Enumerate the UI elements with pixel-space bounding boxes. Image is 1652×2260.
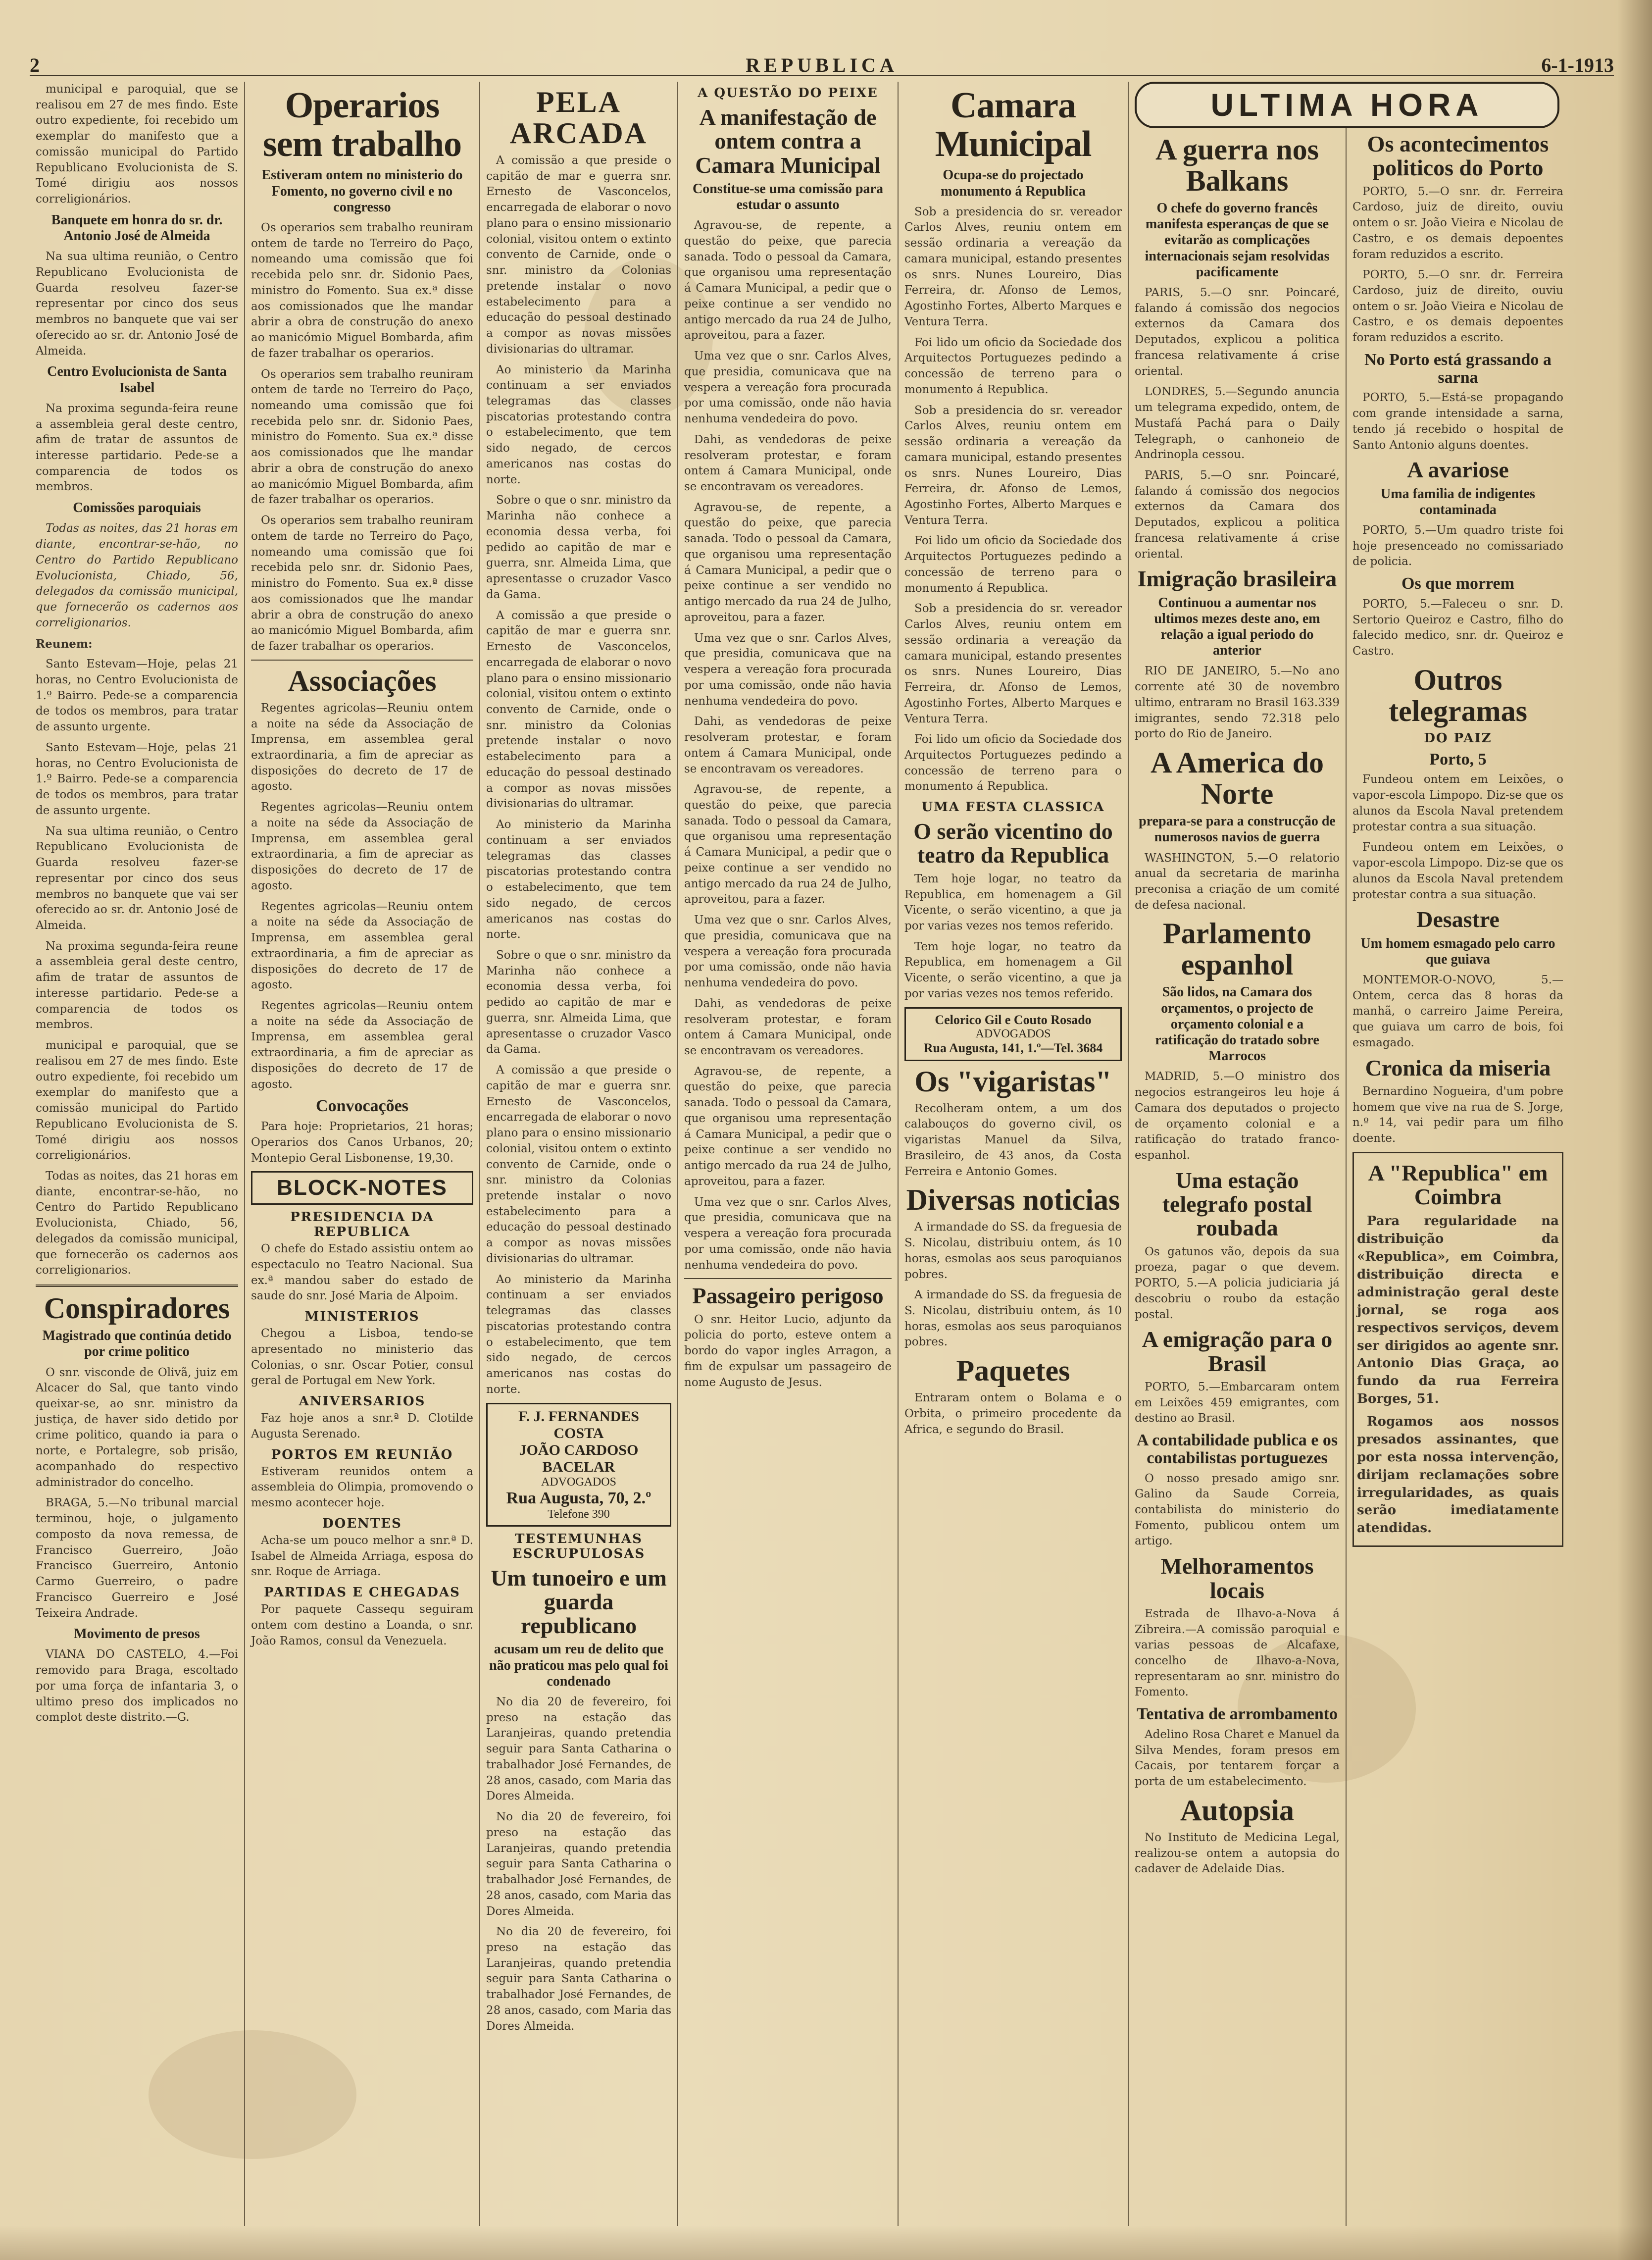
ad-role: ADVOGADOS bbox=[541, 1475, 616, 1489]
article-text: No dia 20 de fevereiro, foi preso na estação das Laranjeiras, quando pretendia seguir para Santa Catharina o trabalhador José Fernandes, de 28 anos, casado, com Maria das Dores Almeida. bbox=[486, 1695, 671, 1803]
column-1 bbox=[30, 82, 245, 2226]
ad-phone: Telefone 390 bbox=[548, 1507, 610, 1521]
article-text: Tem hoje logar, no teatro da Republica, em homenagem a Gil Vicente, o serão vicentino, a que ja por varias vezes nos temos referido. bbox=[904, 940, 1122, 1000]
article-title-estacao: Uma estação telegrafo postal roubada bbox=[1162, 1167, 1312, 1241]
article-text: No dia 20 de fevereiro, foi preso na estação das Laranjeiras, quando pretendia seguir para Santa Catharina o trabalhador José Fernandes, de 28 anos, casado, com Maria das Dores Almeida. bbox=[486, 1810, 671, 1918]
article-text: No Instituto de Medicina Legal, realizou-se ontem a autopsia do cadaver de Adelaide Dias. bbox=[1135, 1831, 1340, 1876]
article-text: Foi lido um oficio da Sociedade dos Arquitectos Portuguezes pedindo a concessão de terreno para o monumento á Republica. bbox=[904, 336, 1122, 396]
article-text: Dahi, as vendedoras de peixe resolveram protestar, e foram ontem á Camara Municipal, onde se encontravam os vereadores. bbox=[684, 997, 892, 1057]
article-title-america: A America do Norte bbox=[1151, 746, 1324, 811]
article-text: Dahi, as vendedoras de peixe resolveram protestar, e foram ontem á Camara Municipal, onde se encontravam os vereadores. bbox=[684, 715, 892, 775]
article-text: Os gatunos vão, depois da sua proeza, pagar o que devem. PORTO, 5.—A policia judiciaria já descobriu o roubo da estação postal. bbox=[1135, 1245, 1340, 1321]
ultima-hora-banner: ULTIMA HORA bbox=[1135, 82, 1559, 128]
article-text: PORTO, 5.—Está-se propagando com grande intensidade a sarna, tendo já recebido o hospital de Santo Antonio alguns doentes. bbox=[1352, 391, 1563, 452]
advertisement-lawyers bbox=[486, 1403, 671, 1527]
article-subtitle: Um homem esmagado pelo carro que guiava bbox=[1360, 935, 1555, 967]
section-kicker: A QUESTÃO DO PEIXE bbox=[698, 86, 878, 101]
ad-name: F. J. FERNANDES COSTA bbox=[518, 1408, 639, 1441]
article-title-tunoeiro: Um tunoeiro e um guarda republicano bbox=[491, 1565, 667, 1639]
article-title-melhoramentos: Melhoramentos locais bbox=[1160, 1553, 1314, 1603]
newspaper-name: REPUBLICA bbox=[746, 54, 898, 76]
article-text: Ao ministerio da Marinha continuam a ser enviados telegramas das classes piscatorias protestando contra o estabelecimento, que tem sido negado, de cercos americanos nas costas do norte. bbox=[486, 363, 671, 486]
article-text: Santo Estevam—Hoje, pelas 21 horas, no Centro Evolucionista de 1.º Bairro. Pede-se a comparencia de todos os membros, para tratar de assunto urgente. bbox=[36, 658, 238, 734]
article-text: Fundeou ontem em Leixões, o vapor-escola Limpopo. Diz-se que os alunos da Escola Naval pretendem protestar contra a sua situação. bbox=[1352, 773, 1563, 833]
article-text: Na proxima segunda-feira reune a assembleia geral deste centro, afim de tratar de assuntos de interesse partidario. Pede-se a comparencia de todos os membros. bbox=[36, 402, 238, 494]
article-title-diversas: Diversas noticias bbox=[906, 1183, 1120, 1217]
article-text: No dia 20 de fevereiro, foi preso na estação das Laranjeiras, quando pretendia seguir para Santa Catharina o trabalhador José Fernandes, de 28 anos, casado, com Maria das Dores Almeida. bbox=[486, 1925, 671, 2033]
article-text: Faz hoje anos a snr.ª D. Clotilde Augusta Serenado. bbox=[251, 1412, 473, 1440]
article-text: Bernardino Nogueira, d'um pobre homem que vive na rua de S. Jorge, n.º 14, vai pedir para um filho doente. bbox=[1352, 1084, 1563, 1145]
article-subtitle: São lidos, na Camara dos orçamentos, o projecto de orçamento colonial e a ratificação do tratado sobre Marrocos bbox=[1155, 984, 1319, 1064]
advertisement-lawyers bbox=[904, 1007, 1122, 1061]
article-text: Fundeou ontem em Leixões, o vapor-escola Limpopo. Diz-se que os alunos da Escola Naval pretendem protestar contra a sua situação. bbox=[1352, 841, 1563, 901]
article-text: Regentes agricolas—Reuniu ontem a noite na séde da Associação de Imprensa, em assemblea geral extraordinaria, a fim de apreciar as disposições do decreto de 17 de agosto. bbox=[251, 701, 473, 793]
article-title-autopsia: Autopsia bbox=[1180, 1794, 1295, 1827]
article-title-sarna: No Porto está grassando a sarna bbox=[1364, 350, 1552, 387]
article-text: PORTO, 5.—Embarcaram ontem em Leixões 459 emigrantes, com destino ao Brasil. bbox=[1135, 1380, 1340, 1425]
article-text: Os operarios sem trabalho reuniram ontem de tarde no Terreiro do Paço, nomeando uma comissão que foi recebida pelo snr. dr. Sidonio Paes, ministro do Fomento. Sua ex.ª disse aos comissionados que lhe mandar abrir a obra de construção do anexo ao manicómio Miguel Bombarda, afim de fazer trabalhar os operarios. bbox=[251, 221, 473, 360]
article-text: MONTEMOR-O-NOVO, 5.—Ontem, cerca das 8 horas da manhã, o carreiro Jaime Pereira, que guiava um carro de bois, foi esmagado. bbox=[1352, 973, 1563, 1049]
article-text: A comissão a que preside o capitão de mar e guerra snr. Ernesto de Vasconcelos, encarregada de elaborar o novo plano para o ensino missionario colonial, visitou ontem o extinto convento de Carnide, onde o snr. ministro da Colonias pretende instalar o novo estabelecimento para a educação do pessoal destinado a compor as novas missões divisionarias do ultramar. bbox=[486, 154, 671, 356]
article-text: Na sua ultima reunião, o Centro Republicano Evolucionista de Guarda resolveu fazer-se representar por cinco dos seus membros no banquete que vai ser oferecido ao sr. dr. Antonio José de Almeida. bbox=[36, 824, 238, 932]
article-text: O nosso presado amigo snr. Galino da Saude Correia, contabilista do ministerio do Fomento, publicou ontem um artigo. bbox=[1135, 1472, 1340, 1548]
article-title-emigracao: A emigração para o Brasil bbox=[1142, 1327, 1333, 1376]
article-text: Chegou a Lisboa, tendo-se apresentado no ministerio das Colonias, o snr. Oscar Potier, consul geral de Portugal em New York. bbox=[251, 1327, 473, 1387]
section-kicker: ANIVERSARIOS bbox=[299, 1394, 426, 1409]
article-subtitle: Constitue-se uma comissão para estudar o assunto bbox=[693, 181, 883, 213]
section-kicker: PORTOS EM REUNIÃO bbox=[271, 1447, 453, 1462]
article-title-passageiro: Passageiro perigoso bbox=[692, 1283, 884, 1309]
section-kicker: DOENTES bbox=[322, 1516, 402, 1531]
article-subtitle: Ocupa-se do projectado monumento á Republica bbox=[941, 167, 1086, 199]
column-3 bbox=[480, 82, 678, 2226]
article-text: Regentes agricolas—Reuniu ontem a noite na séde da Associação de Imprensa, em assemblea geral extraordinaria, a fim de apreciar as disposições do decreto de 17 de agosto. bbox=[251, 900, 473, 992]
reunem-label: Reunem: bbox=[36, 637, 93, 651]
article-title-comissoes: Comissões paroquiais bbox=[73, 500, 201, 516]
column-5 bbox=[899, 82, 1129, 2226]
divider bbox=[251, 660, 473, 661]
article-text: Uma vez que o snr. Carlos Alves, que presidia, comunicava que na vespera a vereação fora procurada por uma comissão, onde não havia nenhuma vendedeira do povo. bbox=[684, 914, 892, 990]
section-kicker: PRESIDENCIA DA REPUBLICA bbox=[290, 1210, 434, 1240]
article-title-arcada: PELA ARCADA bbox=[510, 86, 648, 150]
article-text: Por paquete Cassequ seguiram ontem com destino a Loanda, o snr. João Ramos, consul da Venezuela. bbox=[251, 1603, 473, 1647]
divider bbox=[36, 1284, 238, 1287]
ad-name: Celorico Gil e Couto Rosado bbox=[935, 1012, 1092, 1027]
article-subtitle: Uma familia de indigentes contaminada bbox=[1381, 486, 1535, 517]
article-text: Adelino Rosa Charet e Manuel da Silva Mendes, foram presos em Cacais, por tentarem forçar a porta de um estabelecimento. bbox=[1135, 1728, 1340, 1789]
article-text: Estiveram reunidos ontem a assembleia do Olimpia, promovendo o mesmo acontecer hoje. bbox=[251, 1465, 473, 1510]
article-title-tentativa: Tentativa de arrombamento bbox=[1136, 1705, 1338, 1724]
article-title-questao: A manifestação de ontem contra a Camara Municipal bbox=[695, 104, 881, 178]
article-text: Sob a presidencia do sr. vereador Carlos Alves, reuniu ontem em sessão ordinaria a vereação da camara municipal, estando presentes os snrs. Nunes Loureiro, Dias Ferreira, dr. Afonso de Lemos, Agostinho Fortes, Alberto Marques e Ventura Terra. bbox=[904, 205, 1122, 328]
article-title-convocacoes: Convocações bbox=[316, 1097, 408, 1116]
article-text: A comissão a que preside o capitão de mar e guerra snr. Ernesto de Vasconcelos, encarregada de elaborar o novo plano para o ensino missionario colonial, visitou ontem o extinto convento de Carnide, onde o snr. ministro da Colonias pretende instalar o novo estabelecimento para a educação do pessoal destinado a compor as novas missões divisionarias do ultramar. bbox=[486, 609, 671, 811]
article-title-imigracao: Imigração brasileira bbox=[1137, 566, 1337, 592]
article-title-morrem: Os que morrem bbox=[1402, 574, 1514, 593]
article-text: Entraram ontem o Bolama e o Orbita, o primeiro procedente da Africa, e segundo do Brasil. bbox=[904, 1391, 1122, 1436]
article-text: Uma vez que o snr. Carlos Alves, que presidia, comunicava que na vespera a vereação fora procurada por uma comissão, onde não havia nenhuma vendedeira do povo. bbox=[684, 350, 892, 426]
article-text: Agravou-se, de repente, a questão do peixe, que parecia sanada. Todo o pessoal da Camara, que organisou uma representação á Camara Municipal, a pedir que o peixe continue a ser vendido no antigo mercado da rua 24 de Julho, aproveitou, para a fazer. bbox=[684, 219, 892, 342]
page-bottom-wear bbox=[0, 2225, 1652, 2260]
article-title-camara: Camara Municipal bbox=[935, 85, 1092, 164]
issue-date: 6-1-1913 bbox=[1541, 54, 1614, 76]
article-text: O snr. visconde de Olivã, juiz em Alcacer do Sal, que tanto vindo queixar-se, ao snr. ministro da justiça, de haver sido detido por crime politico, quando ia para o norte, e Portalegre, sob prisão, acompanhado do respectivo administrador do concelho. bbox=[36, 1366, 238, 1489]
article-text: PORTO, 5.—Faleceu o snr. D. Sertorio Queiroz e Castro, filho do falecido medico, snr. dr. Queiroz e Castro. bbox=[1352, 597, 1563, 658]
column-7 bbox=[1347, 82, 1569, 2226]
republica-coimbra-box bbox=[1352, 1152, 1563, 1547]
article-text: municipal e paroquial, que se realisou em 27 de mes findo. Este outro expediente, foi recebido um exemplar do manifesto que a comissão municipal do Partido Republicano Evolucionista de S. Tomé dirigiu aos nossos correligionários. bbox=[36, 83, 238, 206]
article-text: Foi lido um oficio da Sociedade dos Arquitectos Portuguezes pedindo a concessão de terreno para o monumento á Republica. bbox=[904, 534, 1122, 595]
article-text: Uma vez que o snr. Carlos Alves, que presidia, comunicava que na vespera a vereação fora procurada por uma comissão, onde não havia nenhuma vendedeira do povo. bbox=[684, 631, 892, 708]
article-text: Os operarios sem trabalho reuniram ontem de tarde no Terreiro do Paço, nomeando uma comissão que foi recebida pelo snr. dr. Sidonio Paes, ministro do Fomento. Sua ex.ª disse aos comissionados que lhe mandar abrir a obra de construção do anexo ao manicómio Miguel Bombarda, afim de fazer trabalhar os operarios. bbox=[251, 367, 473, 507]
article-text: A comissão a que preside o capitão de mar e guerra snr. Ernesto de Vasconcelos, encarregada de elaborar o novo plano para o ensino missionario colonial, visitou ontem o extinto convento de Carnide, onde o snr. ministro da Colonias pretende instalar o novo estabelecimento para a educação do pessoal destinado a compor as novas missões divisionarias do ultramar. bbox=[486, 1064, 671, 1265]
article-text: Sobre o que o snr. ministro da Marinha não conhece a economia dessa verba, foi pedido ao capitão de mar e guerra, snr. Almeida Lima, que apresentasse o cruzador Vasco da Gama. bbox=[486, 494, 671, 601]
article-title-festa: O serão vicentino do teatro da Republica bbox=[913, 819, 1113, 868]
section-kicker: PARTIDAS E CHEGADAS bbox=[264, 1585, 460, 1600]
article-title-desastre: Desastre bbox=[1416, 907, 1500, 932]
section-kicker: TESTEMUNHAS ESCRUPULOSAS bbox=[512, 1531, 646, 1561]
article-text: BRAGA, 5.—No tribunal marcial terminou, hoje, o julgamento composto da nova remessa, de Francisco Guerreiro, João Francisco Guerreiro, Antonio Carmo Guerreiro, o padre Francisco Guerreiro e José Teixeira Andrade. bbox=[36, 1496, 238, 1620]
article-text: Agravou-se, de repente, a questão do peixe, que parecia sanada. Todo o pessoal da Camara, que organisou uma representação á Camara Municipal, a pedir que o peixe continue a ser vendido no antigo mercado da rua 24 de Julho, aproveitou, para a fazer. bbox=[684, 1065, 892, 1188]
article-title-avariose: A avariose bbox=[1407, 457, 1509, 483]
article-title-cronica: Cronica da miseria bbox=[1365, 1055, 1551, 1080]
article-text: Na sua ultima reunião, o Centro Republicano Evolucionista de Guarda resolveu fazer-se representar por cinco dos seus membros no banquete que vai ser oferecido ao sr. dr. Antonio José de Almeida. bbox=[36, 250, 238, 358]
article-text: municipal e paroquial, que se realisou em 27 de mes findo. Este outro expediente, foi recebido um exemplar do manifesto que a comissão municipal do Partido Republicano Evolucionista de S. Tomé dirigiu aos nossos correligionários. bbox=[36, 1039, 238, 1162]
divider bbox=[684, 1278, 892, 1279]
section-kicker: UMA FESTA CLASSICA bbox=[921, 800, 1105, 815]
article-title-parlamento: Parlamento espanhol bbox=[1163, 917, 1311, 981]
article-text: O chefe do Estado assistiu ontem ao espectaculo no Teatro Nacional. Sua ex.ª mandou saber do estado de saude do snr. José Maria de Alpoim. bbox=[251, 1242, 473, 1303]
article-text: LONDRES, 5.—Segundo anuncia um telegrama expedido, ontem, de Mustafá Pachá para o Daily Telegraph, o canhoneio de Andrinopla cessou. bbox=[1135, 385, 1340, 462]
article-text: WASHINGTON, 5.—O relatorio anual da secretaria de marinha preconisa a criação de um comité de defesa nacional. bbox=[1135, 851, 1340, 912]
ad-role: ADVOGADOS bbox=[975, 1027, 1051, 1040]
article-text: O snr. Heitor Lucio, adjunto da policia do porto, esteve ontem a bordo do vapor ingles Arragon, a fim de expulsar um passageiro de nome Augusto de Jesus. bbox=[684, 1313, 892, 1389]
article-text: PARIS, 5.—O snr. Poincaré, falando á comissão dos negocios externos da Camara dos Deputados, explicou a politica francesa relativamente á crise oriental. bbox=[1135, 286, 1340, 378]
article-text: Na proxima segunda-feira reune a assembleia geral deste centro, afim de tratar de assuntos de interesse partidario. Pede-se a comparencia de todos os membros. bbox=[36, 939, 238, 1031]
article-text: RIO DE JANEIRO, 5.—No ano corrente até 30 de novembro ultimo, entraram no Brasil 163.339 imigrantes, sendo 72.318 pelo porto do Rio de Janeiro. bbox=[1135, 665, 1340, 741]
column-4 bbox=[678, 82, 899, 2226]
section-kicker: MINISTERIOS bbox=[304, 1309, 420, 1325]
article-subtitle: acusam um reu de delito que não praticou mas pelo qual foi condenado bbox=[489, 1642, 668, 1689]
masthead bbox=[30, 53, 1614, 77]
article-title-associacoes: Associações bbox=[288, 664, 437, 697]
article-text: PORTO, 5.—O snr. dr. Ferreira Cardoso, juiz de direito, ouviu ontem o sr. João Vieira e Nicolau de Castro, e os demais depoentes foram reduzidos a escrito. bbox=[1352, 185, 1563, 261]
page-edge-shadow bbox=[1617, 0, 1652, 2260]
banner-spacer bbox=[1352, 82, 1563, 127]
article-title-contabilidade: A contabilidade publica e os contabilistas portuguezes bbox=[1136, 1431, 1338, 1467]
article-text: Todas as noites, das 21 horas em diante, encontrar-se-hão, no Centro do Partido Republicano Evolucionista, Chiado, 56, delegados da comissão municipal, que fornecerão os cadernos aos correligionarios. bbox=[36, 1170, 238, 1277]
dateline: Porto, 5 bbox=[1429, 750, 1487, 769]
article-title-outros: Outros telegramas bbox=[1389, 663, 1527, 727]
ad-name: JOÃO CARDOSO BACELAR bbox=[519, 1441, 639, 1475]
article-title-conspiradores: Conspiradores bbox=[44, 1292, 230, 1325]
article-text: Agravou-se, de repente, a questão do peixe, que parecia sanada. Todo o pessoal da Camara, que organisou uma representação á Camara Municipal, a pedir que o peixe continue a ser vendido no antigo mercado da rua 24 de Julho, aproveitou, para a fazer. bbox=[684, 783, 892, 906]
article-text: Agravou-se, de repente, a questão do peixe, que parecia sanada. Todo o pessoal da Camara, que organisou uma representação á Camara Municipal, a pedir que o peixe continue a ser vendido no antigo mercado da rua 24 de Julho, aproveitou, para a fazer. bbox=[684, 501, 892, 624]
article-text: PORTO, 5.—Um quadro triste foi hoje presenceado no comissariado de policia. bbox=[1352, 523, 1563, 568]
ad-address: Rua Augusta, 141, 1.º—Tel. 3684 bbox=[923, 1040, 1103, 1055]
article-text: Para regularidade na distribuição da «Republica», em Coimbra, distribuição directa e administração geral deste jornal, se roga aos respectivos serviços, devem ser dirigidos ao agente snr. Antonio Dias Graça, ao fundo da rua Ferreira Borges, 51. bbox=[1357, 1214, 1559, 1407]
article-text: Regentes agricolas—Reuniu ontem a noite na séde da Associação de Imprensa, em assemblea geral extraordinaria, a fim de apreciar as disposições do decreto de 17 de agosto. bbox=[251, 801, 473, 892]
article-text: Estrada de Ilhavo-a-Nova á Zibreira.—A comissão paroquial e varias pessoas de Alcafaxe, concelho de Ilhavo-a-Nova, representaram ao snr. ministro do Fomento. bbox=[1135, 1607, 1340, 1699]
article-subtitle: prepara-se para a construcção de numerosos navios de guerra bbox=[1139, 814, 1336, 845]
article-text: Sob a presidencia do sr. vereador Carlos Alves, reuniu ontem em sessão ordinaria a vereação da camara municipal, estando presentes os snrs. Nunes Loureiro, Dias Ferreira, dr. Afonso de Lemos, Agostinho Fortes, Alberto Marques e Ventura Terra. bbox=[904, 602, 1122, 725]
article-text: Sob a presidencia do sr. vereador Carlos Alves, reuniu ontem em sessão ordinaria a vereação da camara municipal, estando presentes os snrs. Nunes Loureiro, Dias Ferreira, dr. Afonso de Lemos, Agostinho Fortes, Alberto Marques e Ventura Terra. bbox=[904, 404, 1122, 527]
article-subtitle: Magistrado que continúa detido por crime politico bbox=[42, 1328, 232, 1360]
article-title-operarios: Operarios sem trabalho bbox=[262, 85, 462, 164]
article-title-paquetes: Paquetes bbox=[956, 1354, 1070, 1387]
article-title-balkans: A guerra nos Balkans bbox=[1155, 133, 1319, 197]
article-text: Sobre o que o snr. ministro da Marinha não conhece a economia dessa verba, foi pedido ao capitão de mar e guerra, snr. Almeida Lima, que apresentasse o cruzador Vasco da Gama. bbox=[486, 948, 671, 1056]
article-title-vigaristas: Os "vigaristas" bbox=[914, 1065, 1112, 1098]
article-text: Recolheram ontem, a um dos calabouços do governo civil, os vigaristas Manuel da Silva, Brasileiro, de 43 anos, da Costa Ferreira e Antonio Gomes. bbox=[904, 1102, 1122, 1178]
article-title-republica: A "Republica" em Coimbra bbox=[1368, 1160, 1548, 1210]
block-notes-title: BLOCK-NOTES bbox=[251, 1171, 473, 1205]
page-number: 2 bbox=[30, 54, 40, 76]
article-title-banquete: Banquete em honra do sr. dr. Antonio José de Almeida bbox=[51, 212, 223, 244]
article-text: Rogamos aos nossos presados assinantes, que por esta nossa intervenção, dirijam reclamações sobre irregularidades, as quais serão imediatamente atendidas. bbox=[1357, 1414, 1559, 1536]
article-subtitle: O chefe do governo francês manifesta esperanças de que se evitarão as complicações internacionais sejam resolvidas pacificamente bbox=[1145, 201, 1330, 280]
article-title-porto: Os acontecimentos politicos do Porto bbox=[1367, 131, 1549, 181]
article-text: Ao ministerio da Marinha continuam a ser enviados telegramas das classes piscatorias protestando contra o estabelecimento, que tem sido negado, de cercos americanos nas costas do norte. bbox=[486, 1273, 671, 1396]
article-text: Tem hoje logar, no teatro da Republica, em homenagem a Gil Vicente, o serão vicentino, a que ja por varias vezes nos temos referido. bbox=[904, 872, 1122, 932]
article-text: Dahi, as vendedoras de peixe resolveram protestar, e foram ontem á Camara Municipal, onde se encontravam os vereadores. bbox=[684, 433, 892, 494]
column-2 bbox=[245, 82, 480, 2226]
article-text: Ao ministerio da Marinha continuam a ser enviados telegramas das classes piscatorias protestando contra o estabelecimento, que tem sido negado, de cercos americanos nas costas do norte. bbox=[486, 818, 671, 941]
ad-address: Rua Augusta, 70, 2.º bbox=[506, 1489, 651, 1507]
article-title-presos: Movimento de presos bbox=[74, 1626, 200, 1642]
article-text: Os operarios sem trabalho reuniram ontem de tarde no Terreiro do Paço, nomeando uma comissão que foi recebida pelo snr. dr. Sidonio Paes, ministro do Fomento. Sua ex.ª disse aos comissionados que lhe mandar abrir a obra de construção do anexo ao manicómio Miguel Bombarda, afim de fazer trabalhar os operarios. bbox=[251, 514, 473, 653]
article-text: Uma vez que o snr. Carlos Alves, que presidia, comunicava que na vespera a vereação fora procurada por uma comissão, onde não havia nenhuma vendedeira do povo. bbox=[684, 1195, 892, 1272]
article-text: Regentes agricolas—Reuniu ontem a noite na séde da Associação de Imprensa, em assemblea geral extraordinaria, a fim de apreciar as disposições do decreto de 17 de agosto. bbox=[251, 999, 473, 1091]
article-subtitle: Continuou a aumentar nos ultimos mezes deste ano, em relação a igual periodo do anterior bbox=[1154, 595, 1320, 659]
article-subtitle: Estiveram ontem no ministerio do Fomento, no governo civil e no congresso bbox=[261, 167, 463, 215]
article-text: PARIS, 5.—O snr. Poincaré, falando á comissão dos negocios externos da Camara dos Deputados, explicou a politica francesa relativamente á crise oriental. bbox=[1135, 469, 1340, 561]
article-title-centro: Centro Evolucionista de Santa Isabel bbox=[47, 364, 227, 396]
article-text: A irmandade do SS. da freguesia de S. Nicolau, distribuiu ontem, ás 10 horas, esmolas aos seus paroquianos pobres. bbox=[904, 1221, 1122, 1281]
article-text: MADRID, 5.—O ministro dos negocios estrangeiros leu hoje á Camara dos deputados o projecto de orçamento colonial e a ratificação do tratado franco-espanhol. bbox=[1135, 1070, 1340, 1162]
article-text: Santo Estevam—Hoje, pelas 21 horas, no Centro Evolucionista de 1.º Bairro. Pede-se a comparencia de todos os membros, para tratar de assunto urgente. bbox=[36, 741, 238, 817]
article-text: Foi lido um oficio da Sociedade dos Arquitectos Portuguezes pedindo a concessão de terreno para o monumento á Republica. bbox=[904, 733, 1122, 793]
article-text: Acha-se um pouco melhor a snr.ª D. Isabel de Almeida Arriaga, esposa do snr. Roque de Arriaga. bbox=[251, 1534, 473, 1579]
article-text: PORTO, 5.—O snr. dr. Ferreira Cardoso, juiz de direito, ouviu ontem o sr. João Vieira e Nicolau de Castro, e os demais depoentes foram reduzidos a escrito. bbox=[1352, 268, 1563, 345]
article-text: Para hoje: Proprietarios, 21 horas; Operarios dos Canos Urbanos, 20; Montepio Geral Lisbonense, 19,30. bbox=[251, 1120, 473, 1165]
section-kicker: DO PAIZ bbox=[1424, 730, 1492, 746]
article-text: VIANA DO CASTELO, 4.—Foi removido para Braga, escoltado por uma força de infantaria 3, o ultimo preso dos implicados no complot deste distrito.—G. bbox=[36, 1648, 238, 1724]
article-text: A irmandade do SS. da freguesia de S. Nicolau, distribuiu ontem, ás 10 horas, esmolas aos seus paroquianos pobres. bbox=[904, 1288, 1122, 1349]
article-text: Todas as noites, das 21 horas em diante, encontrar-se-hão, no Centro do Partido Republicano Evolucionista, Chiado, 56, delegados da comissão municipal, que fornecerão os cadernos aos correligionarios. bbox=[36, 522, 238, 629]
